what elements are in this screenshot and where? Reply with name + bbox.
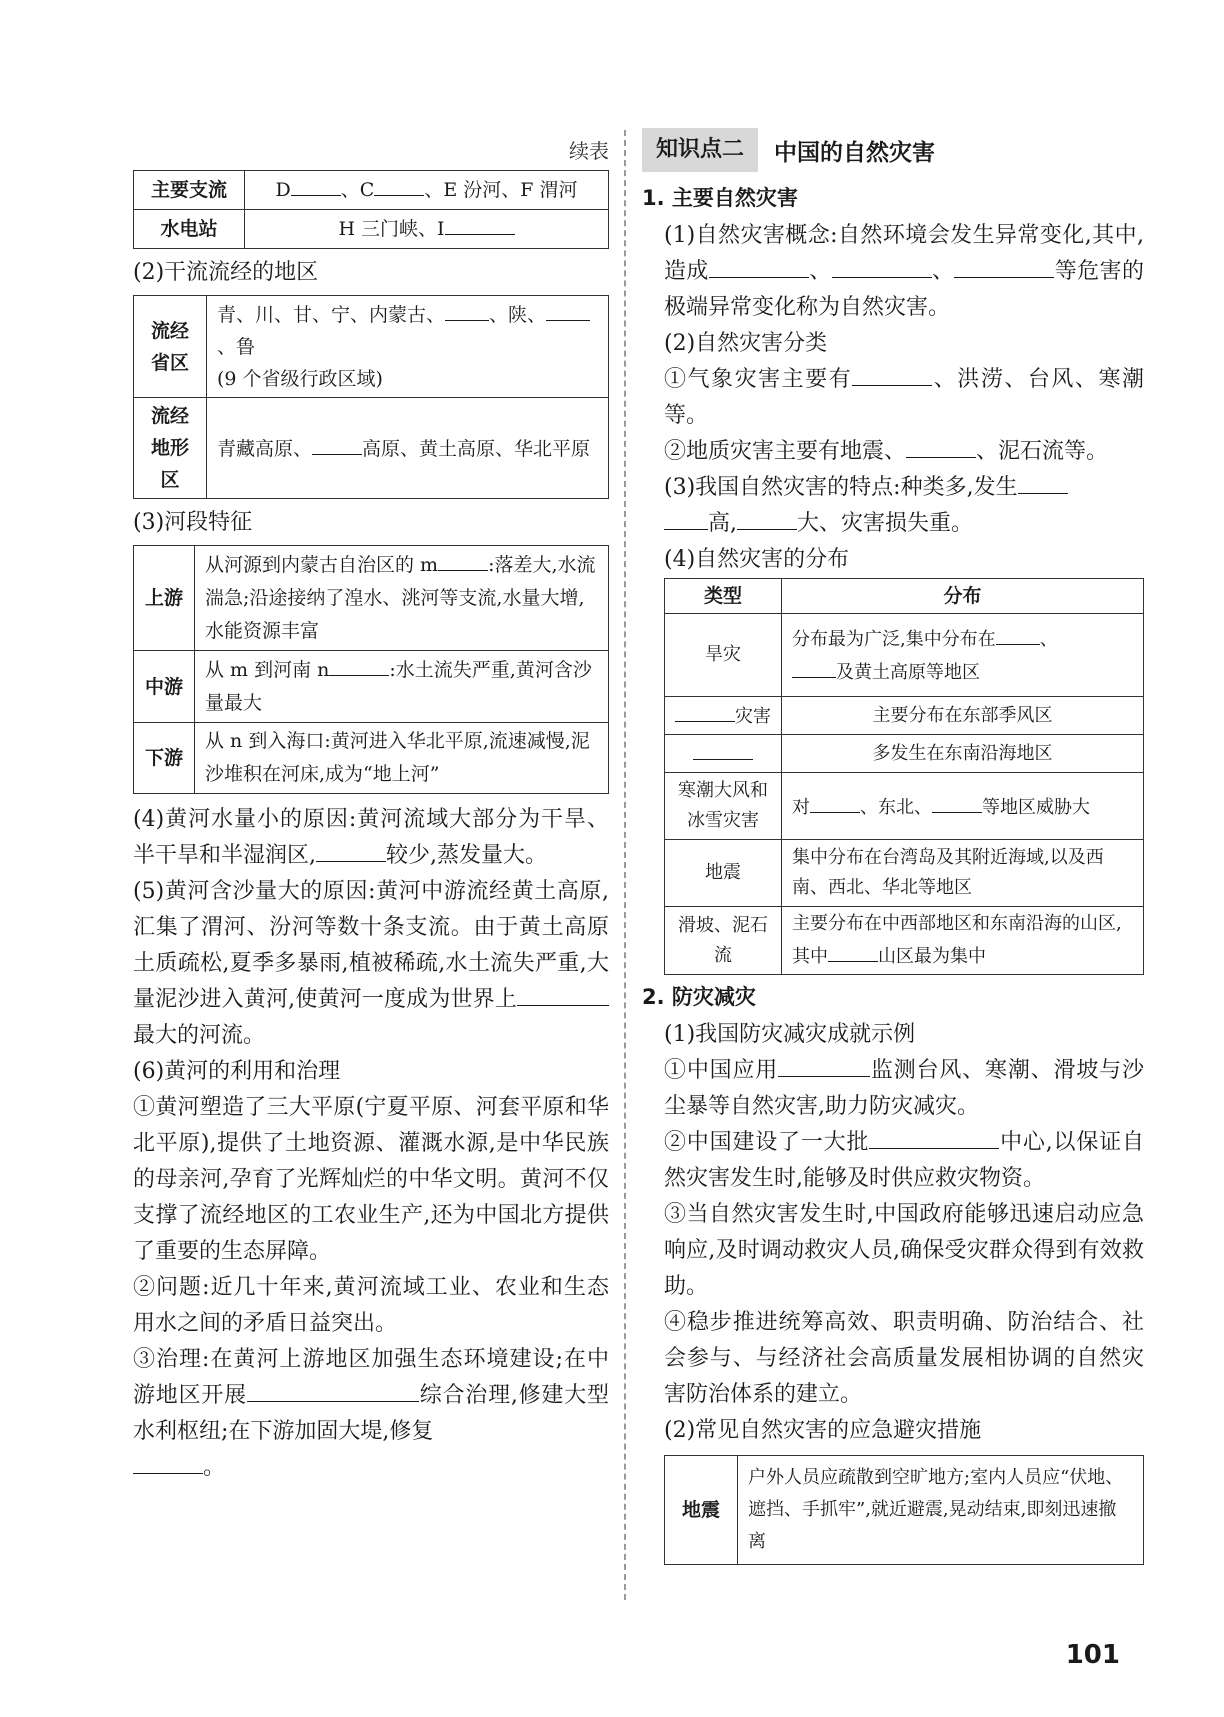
lower-head: 下游 xyxy=(134,723,195,794)
tributary-c: 、C xyxy=(340,179,375,201)
drought-cell xyxy=(782,614,1144,697)
middle-a: 从 m 到河南 n xyxy=(205,659,330,681)
blank-harm1 xyxy=(709,255,809,278)
main-disasters-heading: 1. 主要自然灾害 xyxy=(642,186,798,210)
typhoon-dist: 多发生在东南沿海地区 xyxy=(782,735,1144,773)
d1-1a: ①中国应用 xyxy=(664,1058,779,1083)
earthquake-type: 地震 xyxy=(665,840,782,907)
d1-1b: 监测台风、寒潮、滑坡与沙尘暴等自然灾害,助力防灾减灾。 xyxy=(664,1058,1144,1119)
d1-2a: ②中国建设了一大批 xyxy=(664,1130,870,1155)
blank-landform xyxy=(312,432,362,455)
tributary-table xyxy=(133,170,609,249)
blank-drought2 xyxy=(792,655,836,678)
typhoon-type xyxy=(665,735,782,773)
achievement-4: ④稳步推进统筹高效、职责明确、防治结合、社会参与、与经济社会高质量发展相协调的自然灾害防治体系的建立。 xyxy=(664,1310,1144,1407)
earthquake-measures-table xyxy=(664,1455,1144,1565)
use-para-1: ①黄河塑造了三大平原(宁夏平原、河套平原和华北平原),提供了土地资源、灌溉水源,是中华民族的母亲河,孕育了光辉灿烂的中华文明。黄河不仅支撑了流经地区的工农业生产,还为中国北方提供了重要的生态屏障。 xyxy=(133,1095,609,1264)
use-para-3 xyxy=(133,1342,609,1486)
p4-b: 较少,蒸发量大。 xyxy=(386,843,547,868)
landform-a: 青藏高原、 xyxy=(217,437,313,460)
knowledge-point-title: 中国的自然灾害 xyxy=(774,139,936,166)
cold-cell xyxy=(782,773,1144,840)
s1-c: 、 xyxy=(931,259,955,284)
blank-meteo xyxy=(852,363,932,386)
earthquake-dist: 集中分布在台湾岛及其附近海域,以及西南、西北、华北等地区 xyxy=(782,840,1144,907)
middle-b: :水土流失严重,黄河含沙量最大 xyxy=(205,659,592,714)
cold-type: 寒潮大风和冰雪灾害 xyxy=(665,773,782,840)
p6-3c: 。 xyxy=(203,1455,226,1480)
station-head: 水电站 xyxy=(134,210,245,249)
lower-cell: 从 n 到入海口:黄河进入华北平原,流速减慢,泥沙堆积在河床,成为“地上河” xyxy=(195,723,609,794)
p6-3b: 综合治理,修建大型水利枢纽;在下游加固大堤,修复 xyxy=(133,1383,609,1444)
section-title: (3)河段特征 xyxy=(133,510,253,535)
sediment-para xyxy=(133,874,609,1054)
blank-reserve xyxy=(869,1126,999,1149)
s2-2b: 、泥石流等。 xyxy=(976,439,1109,464)
p5-b: 最大的河流。 xyxy=(133,1023,266,1048)
s2-1b: 、洪涝、台风、寒潮等。 xyxy=(664,367,1144,428)
use-title: (6)黄河的利用和治理 xyxy=(133,1059,341,1084)
distribution-table-wrap xyxy=(642,578,1144,975)
province-cell xyxy=(207,296,609,398)
upper-head: 上游 xyxy=(134,546,195,651)
landform-b: 高原、黄土高原、华北平原 xyxy=(362,437,591,460)
earthquake-head: 地震 xyxy=(665,1456,738,1565)
flood-type xyxy=(665,697,782,735)
blank-cold1 xyxy=(810,790,860,813)
blank-mountain xyxy=(828,939,878,962)
blank-d xyxy=(291,173,341,196)
blank-cold2 xyxy=(932,790,982,813)
water-volume-para xyxy=(133,802,609,874)
blank-drought1 xyxy=(996,622,1040,645)
cold-b: 、东北、 xyxy=(860,796,932,818)
station-text: H 三门峡、I xyxy=(338,218,445,240)
drought-b: 、 xyxy=(1039,629,1058,650)
cold-a: 对 xyxy=(792,796,810,818)
flood-label: 灾害 xyxy=(735,706,771,727)
blank-flood xyxy=(675,699,735,722)
meteorological-para xyxy=(642,362,1144,434)
classification-title: (2)自然灾害分类 xyxy=(664,331,828,356)
earthquake-table-wrap xyxy=(642,1455,1144,1565)
station-cell xyxy=(245,210,609,249)
landslide-a: 主要分布在中西部地区和东南沿海的山区,其中 xyxy=(792,913,1122,967)
tributary-ef: 、E 汾河、F 渭河 xyxy=(424,179,578,201)
upper-b: :落差大,水流湍急;沿途接纳了湟水、洮河等支流,水量大增,水能资源丰富 xyxy=(205,554,596,642)
region-title: (2)干流流经的地区 xyxy=(133,260,319,285)
tributary-head: 主要支流 xyxy=(134,171,245,210)
middle-head: 中游 xyxy=(134,651,195,723)
knowledge-point-header xyxy=(642,128,1144,172)
distribution-table xyxy=(664,578,1144,975)
upper-cell xyxy=(195,546,609,651)
blank-i xyxy=(445,212,515,235)
province-head: 流经省区 xyxy=(134,296,207,398)
left-column xyxy=(133,128,609,1486)
achievement-2 xyxy=(642,1125,1144,1197)
province-b: 、陕、 xyxy=(489,304,547,326)
blank-geo xyxy=(906,435,976,458)
drought-c: 及黄土高原等地区 xyxy=(836,662,980,683)
blank-prov1 xyxy=(445,298,489,321)
distribution-header: 分布 xyxy=(782,579,1144,614)
blank-governance xyxy=(247,1379,419,1402)
landform-head: 流经地形区 xyxy=(134,398,207,499)
province-c: 、鲁 xyxy=(217,336,256,358)
p6-3a: ③治理:在黄河上游地区加强生态环境建设;在中游地区开展 xyxy=(133,1347,609,1408)
distribution-title: (4)自然灾害的分布 xyxy=(664,547,850,572)
landslide-b: 山区最为集中 xyxy=(878,946,986,967)
earthquake-measures: 户外人员应疏散到空旷地方;室内人员应“伏地、遮挡、手抓牢”,就近避震,晃动结束,即刻迅速撤离 xyxy=(738,1456,1144,1565)
drought-a: 分布最为广泛,集中分布在 xyxy=(792,629,996,650)
geological-para xyxy=(642,434,1144,470)
blank-prov2 xyxy=(546,298,590,321)
d1-2b: 中心,以保证自然灾害发生时,能够及时供应救灾物资。 xyxy=(664,1130,1144,1191)
blank-harm3 xyxy=(954,255,1054,278)
right-column xyxy=(642,128,1144,1565)
upper-a: 从河源到内蒙古自治区的 m xyxy=(205,554,439,576)
landslide-cell xyxy=(782,907,1144,975)
type-header: 类型 xyxy=(665,579,782,614)
blank-satellite xyxy=(778,1054,870,1077)
p4-a: (4)黄河水量小的原因:黄河流域大部分为干旱、半干旱和半湿润区, xyxy=(133,807,609,868)
province-a: 青、川、甘、宁、内蒙古、 xyxy=(217,304,446,326)
s3-c: 大、灾害损失重。 xyxy=(797,511,974,536)
blank-freq1 xyxy=(1018,471,1068,494)
column-divider xyxy=(624,130,626,1600)
s1-b: 、 xyxy=(808,259,832,284)
flood-dist: 主要分布在东部季风区 xyxy=(782,697,1144,735)
region-table xyxy=(133,295,609,499)
knowledge-point-tag: 知识点二 xyxy=(642,128,758,172)
concept-para xyxy=(642,218,1144,326)
features-para xyxy=(642,470,1144,542)
s1-a: (1)自然灾害概念:自然环境会发生异常变化,其中,造成 xyxy=(664,223,1144,284)
page-number: 101 xyxy=(1065,1640,1120,1670)
blank-scope xyxy=(737,507,797,530)
blank-repair xyxy=(133,1451,203,1474)
drought-type: 旱灾 xyxy=(665,614,782,697)
p5-a: (5)黄河含沙量大的原因:黄河中游流经黄土高原,汇集了渭河、汾河等数十条支流。由于黄土高原土质疏松,夏季多暴雨,植被稀疏,水土流失严重,大量泥沙进入黄河,使黄河一度成为世界上 xyxy=(133,879,609,1012)
achievements-title: (1)我国防灾减灾成就示例 xyxy=(664,1022,916,1047)
blank-c xyxy=(374,173,424,196)
blank-n xyxy=(329,653,389,676)
middle-cell xyxy=(195,651,609,723)
emergency-title: (2)常见自然灾害的应急避灾措施 xyxy=(664,1418,982,1443)
river-section-table xyxy=(133,545,609,794)
continued-label: 续表 xyxy=(569,139,609,163)
landslide-type: 滑坡、泥石流 xyxy=(665,907,782,975)
achievement-3: ③当自然灾害发生时,中国政府能够迅速启动应急响应,及时调动救灾人员,确保受灾群众得到有效救助。 xyxy=(664,1202,1144,1299)
province-note: (9 个省级行政区域) xyxy=(217,368,383,390)
blank-m xyxy=(438,548,488,571)
s1-d: 等危害的极端异常变化称为自然灾害。 xyxy=(664,259,1144,320)
achievement-1 xyxy=(642,1053,1144,1125)
blank-sediment xyxy=(517,983,609,1006)
blank-precip xyxy=(316,839,386,862)
tributary-cell xyxy=(245,171,609,210)
s3-b: 高, xyxy=(708,511,737,536)
prevention-heading: 2. 防灾减灾 xyxy=(642,985,756,1009)
s2-2a: ②地质灾害主要有地震、 xyxy=(664,439,907,464)
landform-cell xyxy=(207,398,609,499)
s2-1a: ①气象灾害主要有 xyxy=(664,367,853,392)
s3-a: (3)我国自然灾害的特点:种类多,发生 xyxy=(664,475,1018,500)
cold-c: 等地区威胁大 xyxy=(982,796,1090,818)
blank-freq2 xyxy=(664,507,708,530)
use-para-2: ②问题:近几十年来,黄河流域工业、农业和生态用水之间的矛盾日益突出。 xyxy=(133,1275,609,1336)
blank-harm2 xyxy=(832,255,932,278)
tributary-d: D xyxy=(275,179,291,201)
blank-typhoon xyxy=(693,737,753,760)
